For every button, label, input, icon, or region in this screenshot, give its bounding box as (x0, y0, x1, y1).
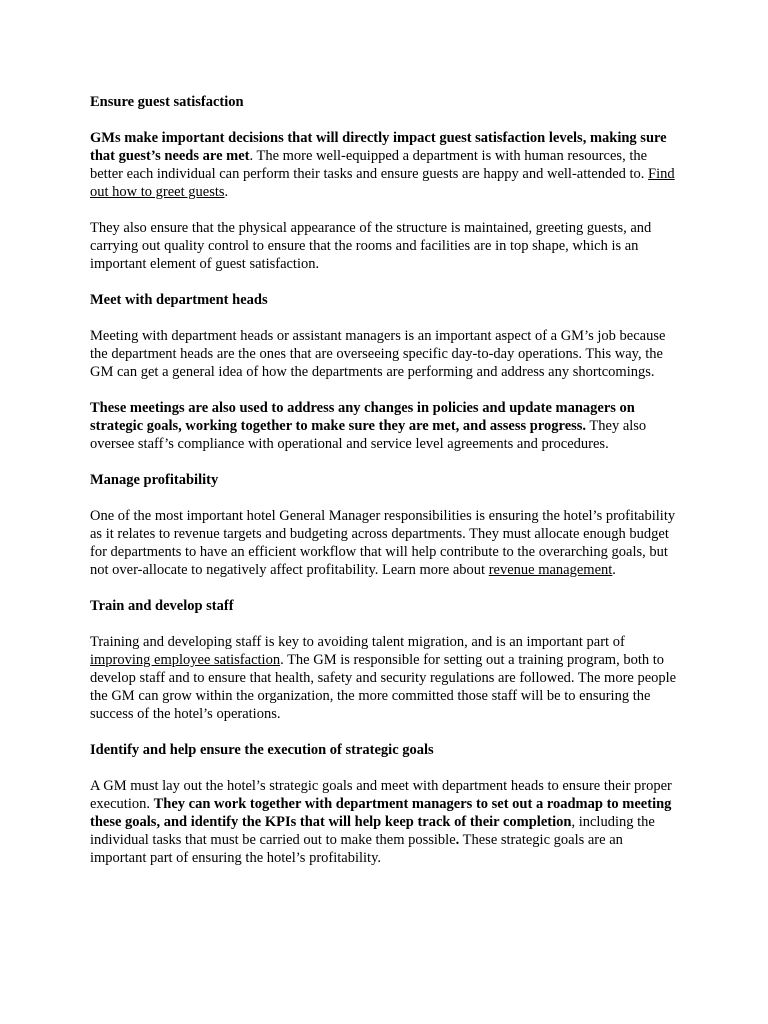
section-heading-train-staff: Train and develop staff (90, 598, 234, 614)
body-text-end: . The GM is responsible for setting out a training program, both to develop staff and to ensure that health, safety and security regulations are followed. The more people the GM can grow within the organization, the more committed those staff will be to ensuring the success of the hotel’s operations. (90, 652, 677, 722)
paragraph-gm-decisions (90, 129, 680, 201)
bold-text: They can work together with department managers to set out a roadmap to meeting these goals, and identify the KPIs that will help keep track of their completion (90, 796, 672, 830)
link-greet-guests[interactable]: Find out how to greet guests (90, 166, 675, 200)
paragraph-strategic-goals (90, 777, 680, 867)
paragraph-meetings-policies (90, 399, 680, 453)
document-page (90, 93, 680, 885)
body-text: A GM must lay out the hotel’s strategic goals and meet with department heads to ensure their proper execution. (90, 778, 672, 812)
body-text: One of the most important hotel General Manager responsibilities is ensuring the hotel’s profitability as it relates to revenue targets and budgeting across departments. They must allocate enough budget for departments to have an efficient workflow that will help contribute to the overarching goals, but not over-allocate to negatively affect profitability. Learn more about (90, 508, 676, 578)
section-heading-guest-satisfaction: Ensure guest satisfaction (90, 94, 244, 110)
bold-text: GMs make important decisions that will directly impact guest satisfaction levels, making sure that guest’s needs are met (90, 130, 667, 164)
bold-period: . (455, 832, 460, 848)
link-revenue-management[interactable]: revenue management (488, 562, 613, 578)
section-heading-profitability: Manage profitability (90, 472, 219, 488)
section-heading-department-heads: Meet with department heads (90, 292, 268, 308)
bold-text: These meetings are also used to address any changes in policies and update managers on strategic goals, working together to make sure they are met, and assess progress. (90, 400, 635, 434)
paragraph-physical-appearance: They also ensure that the physical appearance of the structure is maintained, greeting guests, and carrying out quality control to ensure that the rooms and facilities are in top shape, which is an important element of guest satisfaction. (90, 220, 652, 272)
paragraph-train-staff (90, 633, 680, 723)
body-text-end: . (224, 184, 229, 200)
body-text-2: , including the individual tasks that must be carried out to make them possible (90, 814, 655, 848)
paragraph-profitability (90, 507, 680, 579)
link-employee-satisfaction[interactable]: improving employee satisfaction (90, 652, 281, 668)
body-text: They also oversee staff’s compliance with operational and service level agreements and procedures. (90, 418, 647, 452)
section-heading-strategic-goals: Identify and help ensure the execution of strategic goals (90, 742, 434, 758)
body-text: Training and developing staff is key to avoiding talent migration, and is an important part of (90, 634, 625, 650)
body-text-end: These strategic goals are an important part of ensuring the hotel’s profitability. (90, 832, 623, 866)
paragraph-meeting-department-heads: Meeting with department heads or assistant managers is an important aspect of a GM’s job because the department heads are the ones that are overseeing specific day-to-day operations. This way, the GM can get a general idea of how the departments are performing and address any shortcomings. (90, 328, 666, 380)
body-text: . The more well-equipped a department is with human resources, the better each individual can perform their tasks and ensure guests are happy and well-attended to. (90, 148, 649, 182)
body-text-end: . (612, 562, 616, 578)
